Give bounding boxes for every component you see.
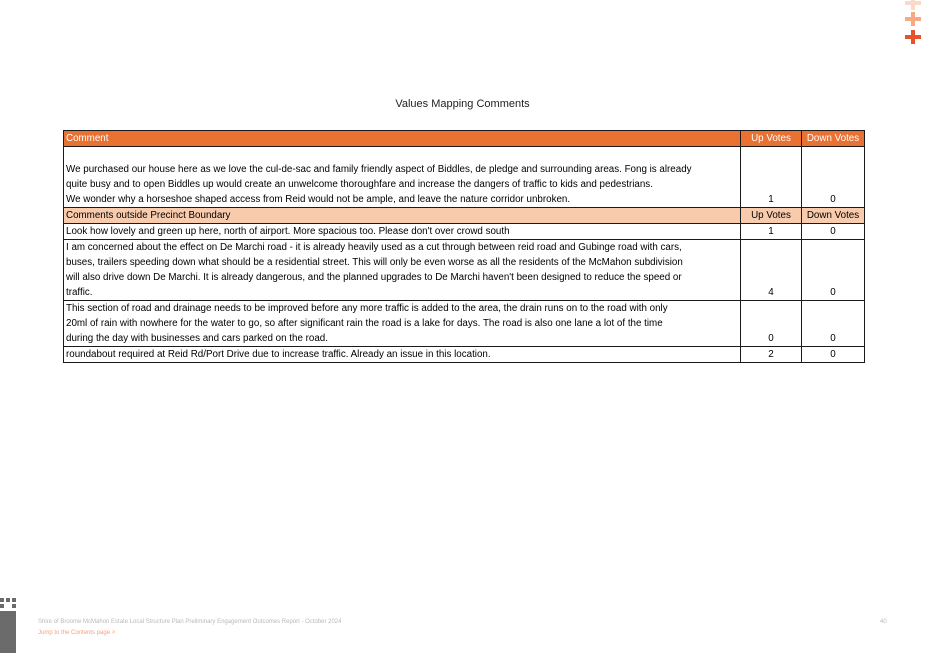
- table-header-row: [64, 131, 865, 147]
- page-number: 40: [880, 619, 887, 625]
- down-votes-cell: 0: [802, 147, 865, 208]
- up-votes-cell: 2: [741, 347, 802, 363]
- comment-cell: [64, 240, 741, 301]
- comment-line: We wonder why a horseshoe shaped access from Reid would not be ample, and leave the nature corridor unbroken.: [66, 194, 571, 205]
- down-votes-cell: 0: [802, 347, 865, 363]
- comment-line: buses, trailers speeding down what should be a residential street. This will only be even worse as all the residents of the McMahon subdivision: [66, 257, 683, 268]
- page-title: Values Mapping Comments: [395, 98, 530, 110]
- section-header-down-votes: Down Votes: [802, 208, 865, 224]
- comment-cell: [64, 224, 741, 240]
- down-votes-cell: 0: [802, 301, 865, 347]
- down-votes-cell: 0: [802, 224, 865, 240]
- comment-line: roundabout required at Reid Rd/Port Drive due to increase traffic. Already an issue in this location.: [66, 349, 491, 360]
- down-votes-cell: 0: [802, 240, 865, 301]
- orange-crosses-logo-icon: [905, 0, 921, 48]
- header-comment: Comment: [64, 131, 741, 147]
- footer-report-title: Shire of Broome McMahon Estate Local Structure Plan Preliminary Engagement Outcomes Report - October 2024: [38, 619, 342, 625]
- table-row: [64, 301, 865, 347]
- comment-cell: [64, 147, 741, 208]
- contents-page-link[interactable]: Jump to the Contents page >: [38, 630, 116, 636]
- up-votes-cell: 1: [741, 147, 802, 208]
- up-votes-cell: 0: [741, 301, 802, 347]
- comment-cell: [64, 301, 741, 347]
- comment-line: traffic.: [66, 287, 93, 298]
- section-header-up-votes: Up Votes: [741, 208, 802, 224]
- comment-line: quite busy and to open Biddles up would create an unwelcome thoroughfare and increase the dangers of traffic to kids and pedestrians.: [66, 179, 653, 190]
- dark-cross-icon: [905, 30, 921, 46]
- comment-line: Look how lovely and green up here, north of airport. More spacious too. Please don't over crowd south: [66, 226, 510, 237]
- section-header-row: [64, 208, 865, 224]
- table-row: [64, 347, 865, 363]
- section-header-comment: Comments outside Precinct Boundary: [64, 208, 741, 224]
- comment-line: will also drive down De Marchi. It is already dangerous, and the planned upgrades to De Marchi haven't been designed to reduce the speed or: [66, 272, 682, 283]
- grey-tower-icon: [0, 598, 18, 653]
- table-row: [64, 240, 865, 301]
- up-votes-cell: 4: [741, 240, 802, 301]
- header-down-votes: Down Votes: [802, 131, 865, 147]
- header-up-votes: Up Votes: [741, 131, 802, 147]
- comment-cell: [64, 347, 741, 363]
- up-votes-cell: 1: [741, 224, 802, 240]
- comment-line: We purchased our house here as we love the cul-de-sac and family friendly aspect of Biddles, de pledge and surrounding areas. Fong is already: [66, 164, 692, 175]
- comments-table: [63, 130, 865, 363]
- comment-line: during the day with businesses and cars parked on the road.: [66, 333, 328, 344]
- table-row: [64, 147, 865, 208]
- comment-line: I am concerned about the effect on De Marchi road - it is already heavily used as a cut through between reid road and Gubinge road with cars,: [66, 242, 682, 253]
- comment-line: This section of road and drainage needs to be improved before any more traffic is added to the area, the drain runs on to the road with only: [66, 303, 668, 314]
- table-row: [64, 224, 865, 240]
- comment-line: 20ml of rain with nowhere for the water to go, so after significant rain the road is a lake for days. The road is also one lane a lot of the time: [66, 318, 663, 329]
- mid-cross-icon: [905, 12, 921, 28]
- light-cross-icon: [905, 0, 921, 12]
